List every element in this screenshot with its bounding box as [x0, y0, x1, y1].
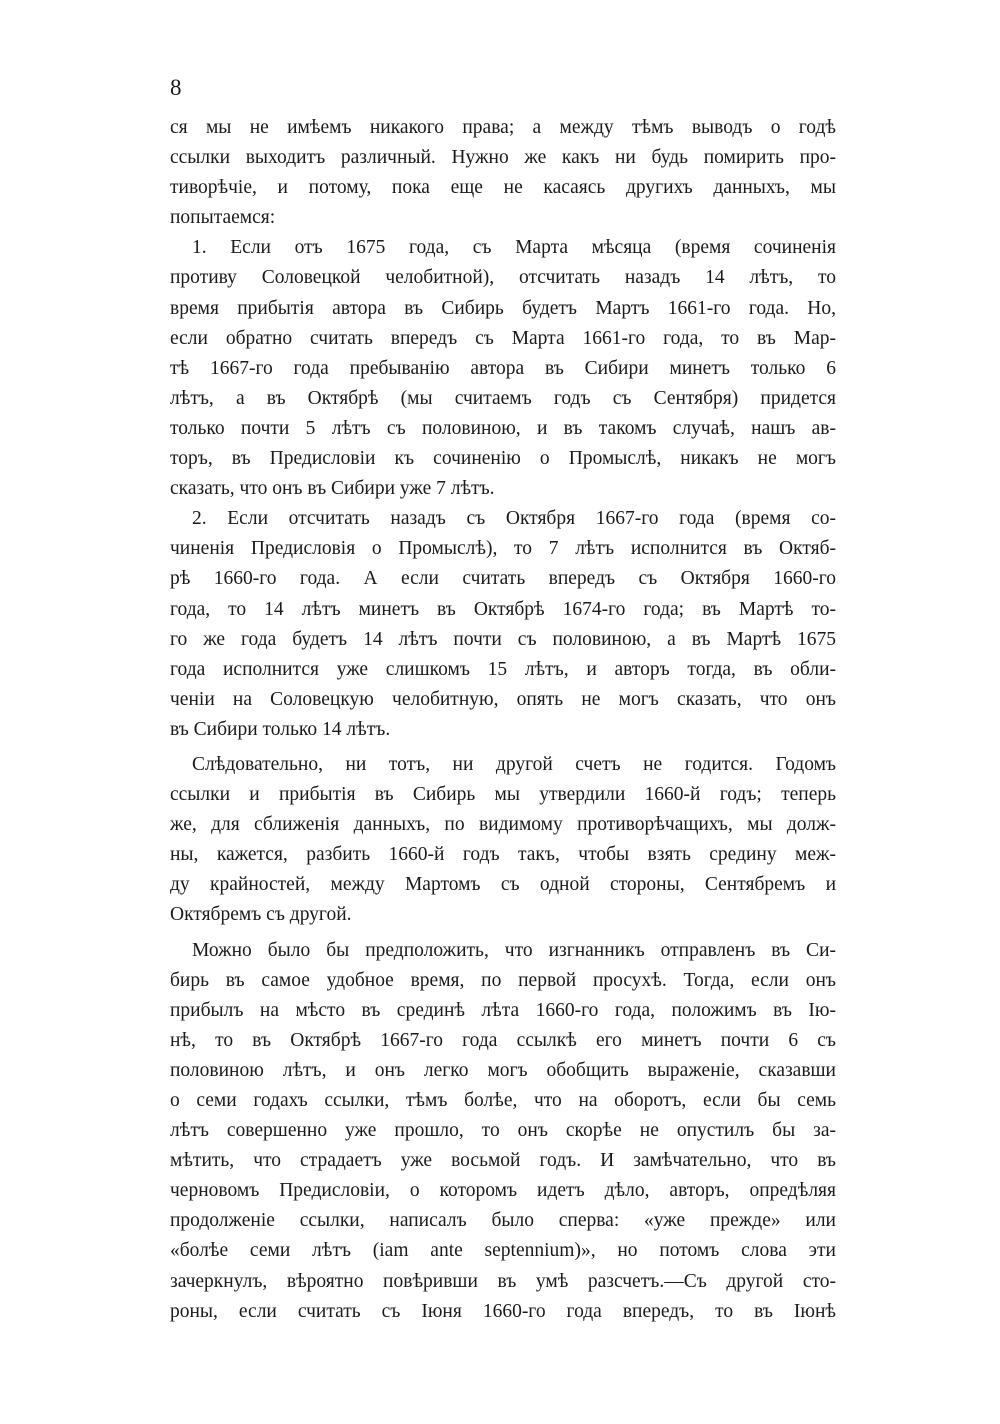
text-line: сказать, что онъ въ Сибири уже 7 лѣтъ. — [170, 478, 495, 500]
text-line: зачеркнулъ, вѣроятно повѣривши въ умѣ разсчетъ.—Съ другой сто- — [170, 1270, 836, 1292]
text-line: тѣ 1667-го года пребыванію автора въ Сибири минетъ только 6 — [170, 357, 836, 379]
text-line: года, то 14 лѣтъ минетъ въ Октябрѣ 1674-го года; въ Мартѣ то- — [170, 598, 836, 620]
text-line: продолженіе ссылки, написалъ было сперва: «уже прежде» или — [170, 1210, 836, 1232]
text-line: роны, если считать съ Іюня 1660-го года впередъ, то въ Іюнѣ — [170, 1300, 836, 1322]
text-line: время прибытія автора въ Сибирь будетъ Мартъ 1661-го года. Но, — [170, 297, 836, 319]
paragraph-hypothesis — [170, 936, 836, 1327]
text-line: въ Сибири только 14 лѣтъ. — [170, 718, 391, 740]
text-line: прибылъ на мѣсто въ срединѣ лѣта 1660-го года, положимъ въ Ію- — [170, 999, 836, 1021]
text-line: черновомъ Предисловіи, о которомъ идетъ дѣло, авторъ, опредѣляя — [170, 1180, 836, 1202]
text-line: половиною лѣтъ, и онъ легко могъ обобщить выраженіе, сказавши — [170, 1059, 836, 1081]
paragraph-case-2 — [170, 504, 836, 745]
text-line: ся мы не имѣемъ никакого права; а между тѣмъ выводъ о годѣ — [170, 117, 836, 138]
text-line: только почти 5 лѣтъ съ половиною, и въ такомъ случаѣ, нашъ ав- — [170, 417, 836, 439]
text-line: 2. Если отсчитать назадъ съ Октября 1667-го года (время со- — [192, 508, 836, 530]
text-line: «болѣе семи лѣтъ (iam ante septennium)», но потомъ слова эти — [170, 1240, 836, 1262]
text-line: лѣтъ, а въ Октябрѣ (мы считаемъ годъ съ Сентября) придется — [170, 387, 836, 409]
text-line: тиворѣчіе, и потому, пока еще не касаясь другихъ данныхъ, мы — [170, 177, 836, 199]
paragraph-case-1 — [170, 233, 836, 504]
text-line: рѣ 1660-го года. А если считать впередъ съ Октября 1660-го — [170, 568, 836, 590]
text-line: ссылки выходитъ различный. Нужно же какъ ни будь помирить про- — [170, 147, 836, 169]
text-line: ду крайностей, между Мартомъ съ одной стороны, Сентябремъ и — [170, 874, 836, 896]
text-line: го же года будетъ 14 лѣтъ почти съ половиною, а въ Мартѣ 1675 — [170, 628, 836, 650]
page-body — [170, 113, 836, 1327]
text-line: ны, кажется, разбить 1660-й годъ такъ, чтобы взять средину меж- — [170, 844, 836, 866]
text-line: о семи годахъ ссылки, тѣмъ болѣе, что на оборотъ, если бы семь — [170, 1090, 836, 1111]
text-line: же, для сближенія данныхъ, по видимому противорѣчащихъ, мы долж- — [170, 814, 836, 836]
text-line: Слѣдовательно, ни тотъ, ни другой счетъ не годится. Годомъ — [192, 753, 836, 775]
text-line: противу Соловецкой челобитной), отсчитать назадъ 14 лѣтъ, то — [170, 267, 836, 289]
text-line: если обратно считать впередъ съ Марта 1661-го года, то въ Мар- — [170, 327, 836, 349]
text-line: бирь въ самое удобное время, по первой просухѣ. Тогда, если онъ — [170, 969, 836, 991]
text-line: чиненія Предисловія о Промыслѣ), то 7 лѣтъ исполнится въ Октяб- — [170, 538, 836, 560]
text-line: торъ, въ Предисловіи къ сочиненію о Промыслѣ, никакъ не могъ — [170, 448, 836, 470]
text-line: Можно было бы предположить, что изгнанникъ отправленъ въ Си- — [192, 939, 836, 961]
text-line: Октябремъ съ другой. — [170, 904, 352, 926]
text-line: ченіи на Соловецкую челобитную, опять не могъ сказать, что онъ — [170, 688, 836, 710]
paragraph-continuation — [170, 113, 836, 233]
text-line: 1. Если отъ 1675 года, съ Марта мѣсяца (время сочиненія — [192, 237, 836, 259]
text-line: нѣ, то въ Октябрѣ 1667-го года ссылкѣ его минетъ почти 6 съ — [170, 1029, 836, 1051]
text-line: мѣтить, что страдаетъ уже восьмой годъ. И замѣчательно, что въ — [170, 1150, 836, 1172]
text-line: попытаемся: — [170, 207, 276, 229]
page-number: 8 — [170, 75, 182, 100]
text-line: года исполнится уже слишкомъ 15 лѣтъ, и авторъ тогда, въ обли- — [170, 658, 836, 680]
text-line: лѣтъ совершенно уже прошло, то онъ скорѣе не опустилъ бы за- — [170, 1120, 836, 1142]
text-line: ссылки и прибытія въ Сибирь мы утвердили 1660-й годъ; теперь — [170, 784, 836, 806]
paragraph-conclusion — [170, 750, 836, 931]
